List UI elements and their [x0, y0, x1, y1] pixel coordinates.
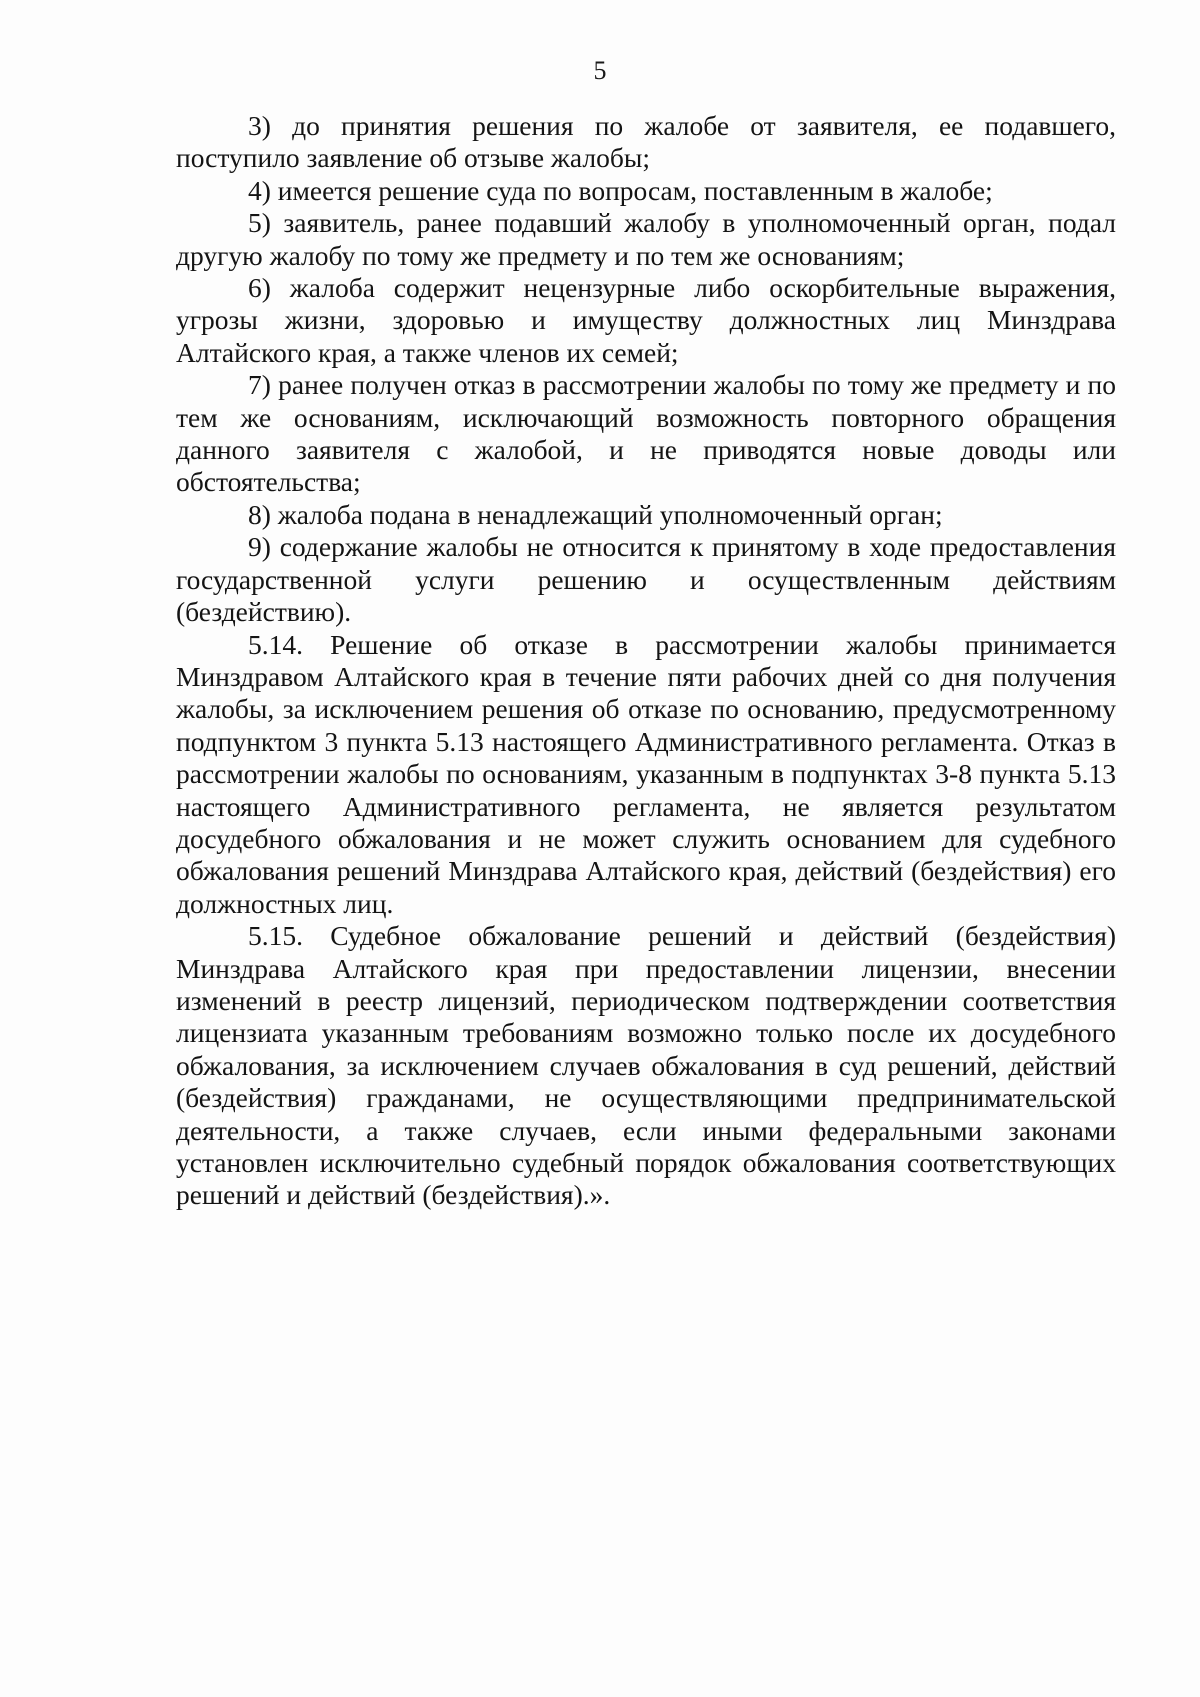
paragraph-item-4: 4) имеется решение суда по вопросам, поставленным в жалобе; [248, 174, 993, 206]
paragraph-section-5-14: 5.14. Решение об отказе в рассмотрении жалобы принимается Минздравом Алтайского края в течение пяти рабочих дней со дня получения жалобы, за исключением решения об отказе по основанию, предусмотренному подпунктом 3 пункта 5.13 настоящего Административного регламента. Отказ в рассмотрении жалобы по основаниям, указанным в подпунктах 3-8 пункта 5.13 настоящего Административного регламента, не является результатом досудебного обжалования и не может служить основанием для судебного обжалования решений Минздрава Алтайского края, действий (бездействия) его должностных лиц. [176, 628, 1116, 919]
document-body [176, 110, 1116, 1212]
paragraph-item-7: 7) ранее получен отказ в рассмотрении жалобы по тому же предмету и по тем же основаниям, исключающий возможность повторного обращения данного заявителя с жалобой, и не приводятся новые доводы или обстоятельства; [176, 369, 1116, 498]
paragraph-item-9: 9) содержание жалобы не относится к принятому в ходе предоставления государственной услуги решению и осуществленным действиям (бездействию). [176, 531, 1116, 628]
paragraph-item-5: 5) заявитель, ранее подавший жалобу в уполномоченный орган, подал другую жалобу по тому же предмету и по тем же основаниям; [176, 207, 1116, 271]
paragraph-item-8: 8) жалоба подана в ненадлежащий уполномоченный орган; [248, 498, 943, 530]
paragraph-item-6: 6) жалоба содержит нецензурные либо оскорбительные выражения, угрозы жизни, здоровью и имуществу должностных лиц Минздрава Алтайского края, а также членов их семей; [176, 272, 1116, 368]
page-number: 5 [593, 56, 607, 85]
paragraph-section-5-15: 5.15. Судебное обжалование решений и действий (бездействия) Минздрава Алтайского края при предоставлении лицензии, внесении изменений в реестр лицензий, периодическом подтверждении соответствия лицензиата указанным требованиям возможно только после их досудебного обжалования, за исключением случаев обжалования в суд решений, действий (бездействия) гражданами, не осуществляющими предпринимательской деятельности, а также случаев, если иными федеральными законами установлен исключительно судебный порядок обжалования соответствующих решений и действий (бездействия).». [176, 920, 1116, 1211]
paragraph-item-3: 3) до принятия решения по жалобе от заявителя, ее подавшего, поступило заявление об отзыве жалобы; [176, 110, 1116, 174]
